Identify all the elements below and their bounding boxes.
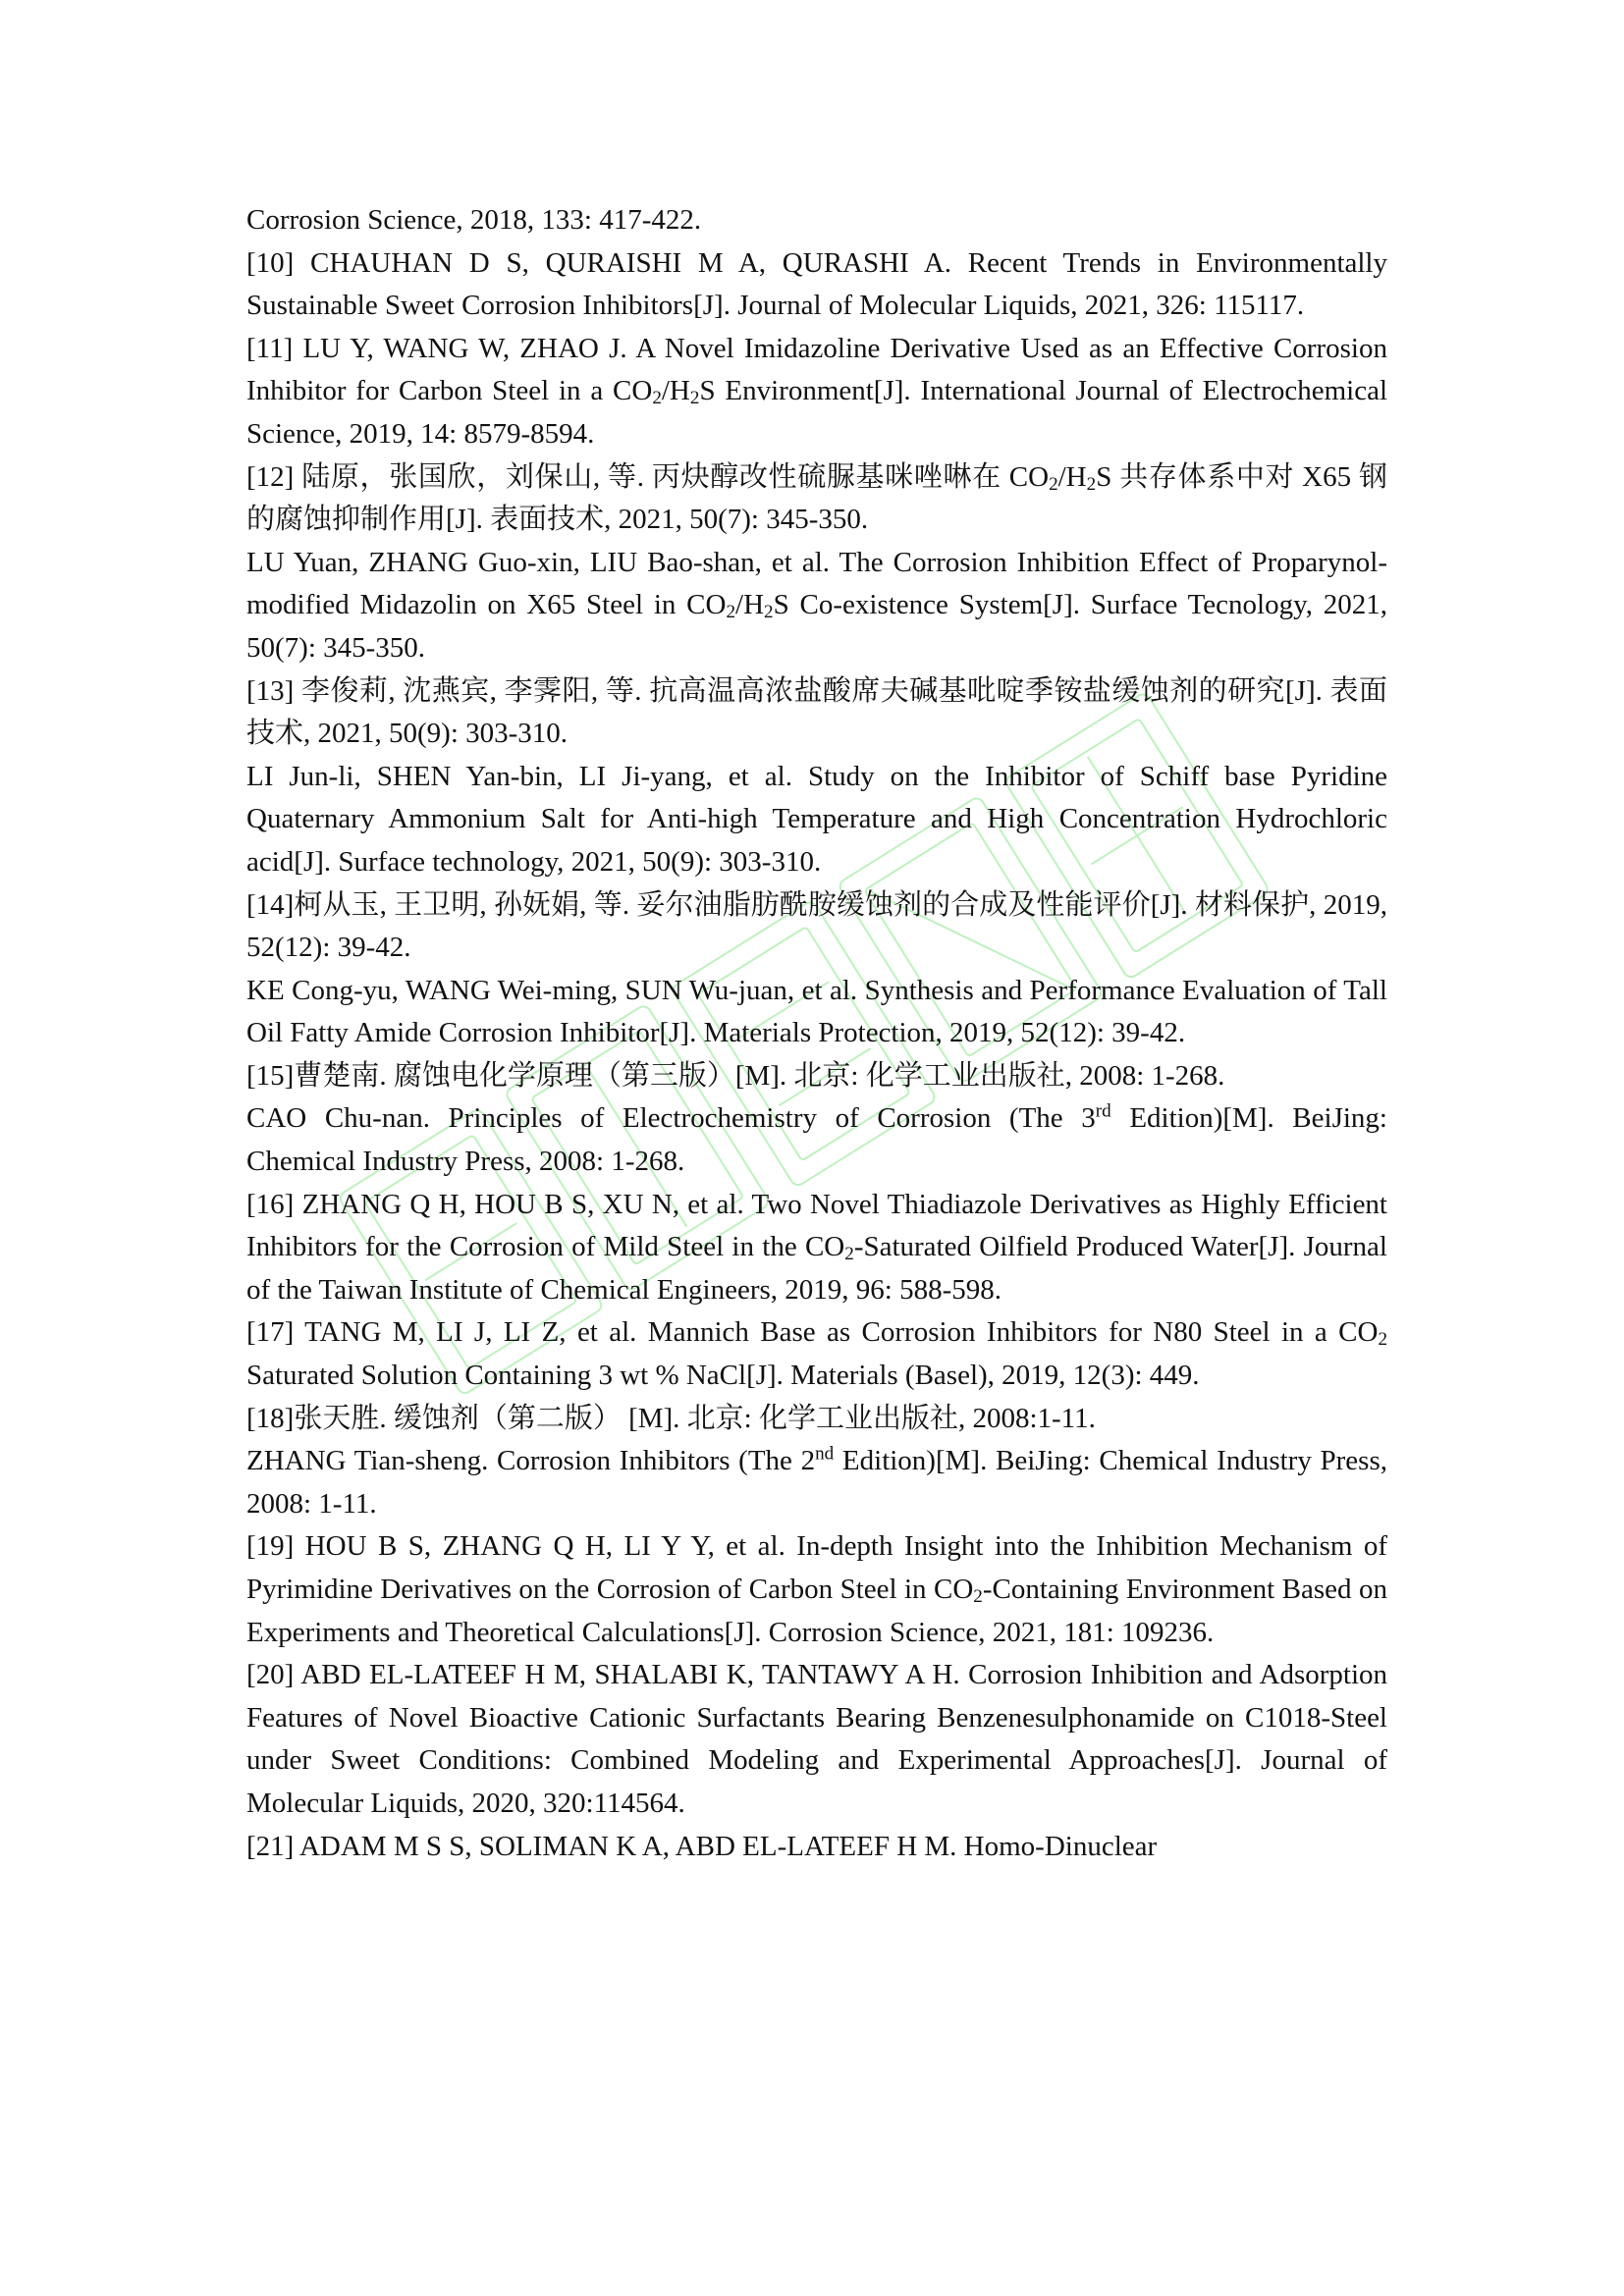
reference-entry	[246, 199, 1387, 242]
reference-entry	[246, 1654, 1387, 1825]
reference-text: S Co-existence System[J]. Surface Tecnology, 2021, 50(7): 345-350.	[246, 589, 1388, 664]
reference-text: /H	[1057, 460, 1087, 493]
reference-entry	[246, 542, 1387, 670]
reference-text: [10] CHAUHAN D S, QURAISHI M A, QURASHI A. Recent Trends in Environmentally Sustainable Sweet Corrosion Inhibitors[J]. Journal of Molecular Liquids, 2021, 326: 115117.	[246, 246, 1387, 322]
subscript-text: 2	[764, 602, 774, 623]
reference-entry	[246, 1184, 1387, 1312]
subscript-text: 2	[689, 388, 700, 409]
superscript-text: nd	[815, 1443, 835, 1465]
reference-entry	[246, 1826, 1387, 1869]
subscript-text: 2	[1086, 473, 1097, 495]
reference-text: [14]柯从玉, 王卫明, 孙妩娟, 等. 妥尔油脂肪酰胺缓蚀剂的合成及性能评价[J]. 材料保护, 2019, 52(12): 39-42.	[246, 888, 1387, 964]
reference-text: [15]曹楚南. 腐蚀电化学原理（第三版）[M]. 北京: 化学工业出版社, 2008: 1-268.	[246, 1059, 1225, 1092]
reference-text: KE Cong-yu, WANG Wei-ming, SUN Wu-juan, et al. Synthesis and Performance Evaluation of Tall Oil Fatty Amide Corrosion Inhibitor[J]. Materials Protection, 2019, 52(12): 39-42.	[246, 974, 1387, 1049]
subscript-text: 2	[844, 1244, 854, 1265]
reference-entry	[246, 1525, 1387, 1654]
reference-text: /H	[661, 375, 690, 407]
reference-entry	[246, 328, 1387, 456]
reference-text: [19] HOU B S, ZHANG Q H, LI Y Y, et al. In-depth Insight into the Inhibition Mechanism of Pyrimidine Derivatives on the Corrosion of Carbon Steel in CO	[246, 1530, 1387, 1605]
reference-text: [16] ZHANG Q H, HOU B S, XU N, et al. Two Novel Thiadiazole Derivatives as Highly Efficient Inhibitors for the Corrosion of Mild Steel in the CO	[246, 1188, 1387, 1263]
subscript-text: 2	[1049, 473, 1058, 495]
reference-text: S Environment[J]. International Journal of Electrochemical Science, 2019, 14: 8579-8594.	[246, 375, 1388, 450]
reference-text: Corrosion Science, 2018, 133: 417-422.	[246, 204, 702, 236]
subscript-text: 2	[1378, 1329, 1387, 1351]
superscript-text: rd	[1095, 1100, 1111, 1122]
reference-text: [20] ABD EL-LATEEF H M, SHALABI K, TANTAWY A H. Corrosion Inhibition and Adsorption Features of Novel Bioactive Cationic Surfactants Bearing Benzenesulphonamide on C1018-Steel under Sweet Conditions: Combined Modeling and Experimental Approaches[J]. Journal of Molecular Liquids, 2020, 320:114564.	[246, 1659, 1387, 1819]
reference-entry	[246, 242, 1387, 328]
reference-text: [13] 李俊莉, 沈燕宾, 李霁阳, 等. 抗高温高浓盐酸席夫碱基吡啶季铵盐缓蚀剂的研究[J]. 表面技术, 2021, 50(9): 303-310.	[246, 674, 1387, 750]
reference-entry	[246, 1097, 1387, 1183]
subscript-text: 2	[973, 1586, 983, 1608]
reference-text: [17] TANG M, LI J, LI Z, et al. Mannich Base as Corrosion Inhibitors for N80 Steel in a CO	[246, 1316, 1379, 1349]
reference-entry	[246, 1055, 1387, 1098]
reference-text: [18]张天胜. 缓蚀剂（第二版） [M]. 北京: 化学工业出版社, 2008:1-11.	[246, 1402, 1096, 1434]
reference-entry	[246, 970, 1387, 1055]
reference-text: LU Yuan, ZHANG Guo-xin, LIU Bao-shan, et al. The Corrosion Inhibition Effect of Proparynol-modified Midazolin on X65 Steel in CO	[246, 546, 1387, 621]
reference-text: [11] LU Y, WANG W, ZHAO J. A Novel Imidazoline Derivative Used as an Effective Corrosion Inhibitor for Carbon Steel in a CO	[246, 332, 1387, 407]
reference-text: Saturated Solution Containing 3 wt % NaCl[J]. Materials (Basel), 2019, 12(3): 449.	[246, 1360, 1200, 1392]
reference-entry	[246, 884, 1387, 970]
subscript-text: 2	[726, 602, 736, 623]
reference-text: [12] 陆原，张国欣，刘保山, 等. 丙炔醇改性硫脲基咪唑啉在 CO	[246, 460, 1050, 493]
reference-entry	[246, 1398, 1387, 1441]
reference-text: Edition)[M]. BeiJing: Chemical Industry Press, 2008: 1-11.	[246, 1445, 1387, 1520]
reference-list	[246, 199, 1387, 1868]
reference-text: /H	[735, 589, 765, 621]
reference-entry	[246, 670, 1387, 756]
reference-entry	[246, 456, 1387, 542]
reference-text: LI Jun-li, SHEN Yan-bin, LI Ji-yang, et al. Study on the Inhibitor of Schiff base Pyridine Quaternary Ammonium Salt for Anti-high Temperature and High Concentration Hydrochloric acid[J]. Surface technology, 2021, 50(9): 303-310.	[246, 760, 1387, 878]
reference-text: S 共存体系中对 X65 钢的腐蚀抑制作用[J]. 表面技术, 2021, 50(7): 345-350.	[246, 460, 1387, 536]
reference-text: [21] ADAM M S S, SOLIMAN K A, ABD EL-LATEEF H M. Homo-Dinuclear	[246, 1830, 1158, 1862]
reference-entry	[246, 1311, 1387, 1397]
reference-text: Edition)[M]. BeiJing: Chemical Industry Press, 2008: 1-268.	[246, 1102, 1387, 1178]
reference-entry	[246, 756, 1387, 884]
reference-text: -Saturated Oilfield Produced Water[J]. Journal of the Taiwan Institute of Chemical Engineers, 2019, 96: 588-598.	[246, 1231, 1387, 1306]
reference-text: CAO Chu-nan. Principles of Electrochemistry of Corrosion (The 3	[246, 1102, 1096, 1135]
reference-text: -Containing Environment Based on Experiments and Theoretical Calculations[J]. Corrosion Science, 2021, 181: 109236.	[246, 1574, 1387, 1648]
subscript-text: 2	[652, 388, 662, 409]
reference-text: ZHANG Tian-sheng. Corrosion Inhibitors (The 2	[246, 1445, 816, 1477]
reference-entry	[246, 1440, 1387, 1525]
